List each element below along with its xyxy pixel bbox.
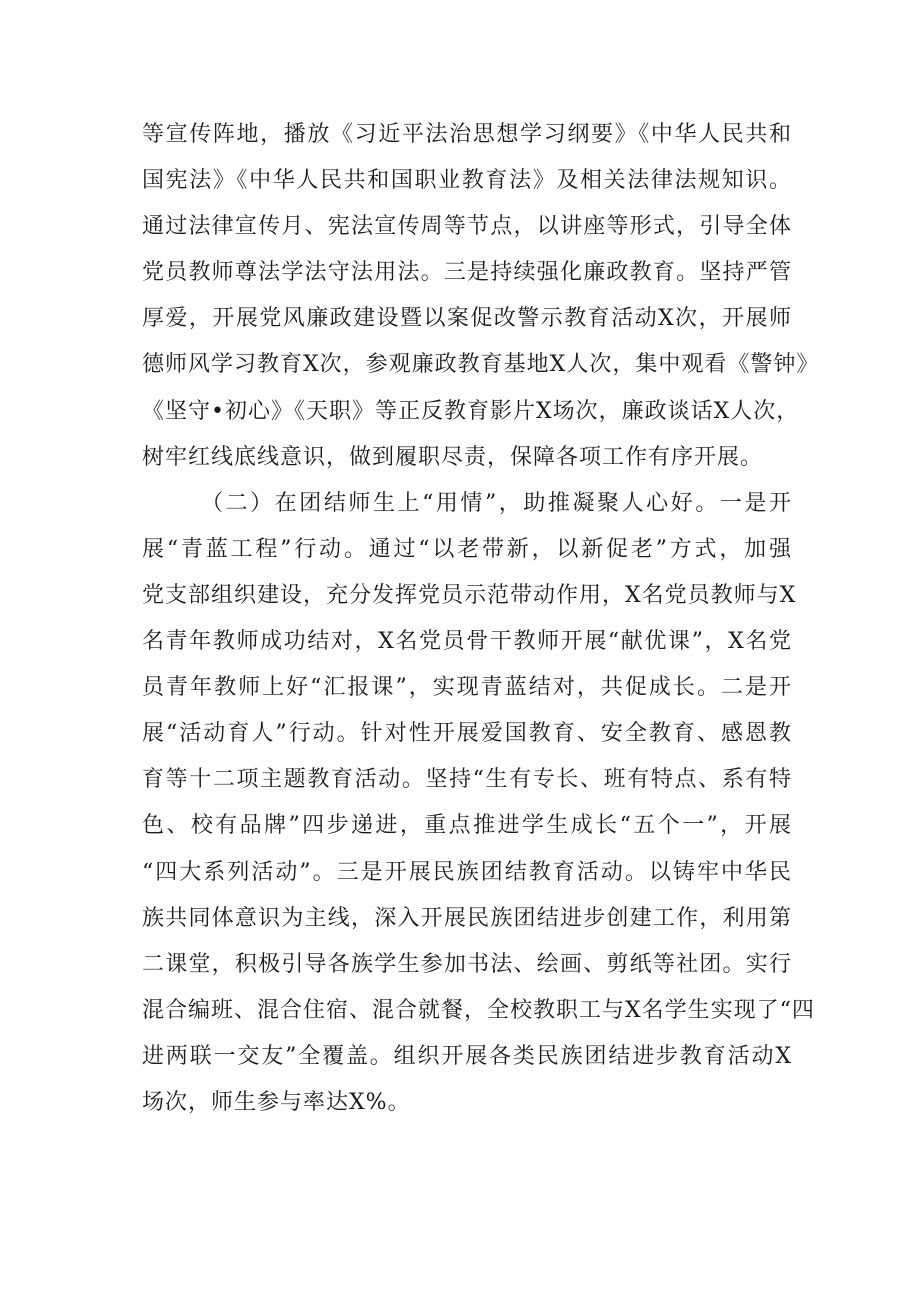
text-line: 族共同体意识为主线，深入开展民族团结进步创建工作，利用第 xyxy=(142,905,792,931)
body-text xyxy=(142,112,820,1126)
text-line: 党员教师尊法学法守法用法。三是持续强化廉政教育。坚持严管 xyxy=(142,260,792,286)
text-line: 厚爱，开展党风廉政建设暨以案促改警示教育活动X次，开展师 xyxy=(142,306,792,332)
text-line: 育等十二项主题教育活动。坚持“生有专长、班有特点、系有特 xyxy=(142,767,792,793)
text-line: 德师风学习教育X次，参观廉政教育基地X人次，集中观看《警钟》 xyxy=(142,352,820,378)
text-line: 名青年教师成功结对，X名党员骨干教师开展“献优课”，X名党 xyxy=(142,629,792,655)
text-line: 通过法律宣传月、宪法宣传周等节点，以讲座等形式，引导全体 xyxy=(142,214,792,240)
text-line: 员青年教师上好“汇报课”，实现青蓝结对，共促成长。二是开 xyxy=(142,675,792,701)
text-line: 《坚守•初心》《天职》等正反教育影片X场次，廉政谈话X人次， xyxy=(142,398,800,424)
text-line: 展“活动育人”行动。针对性开展爱国教育、安全教育、感恩教 xyxy=(142,721,792,747)
text-line: “四大系列活动”。三是开展民族团结教育活动。以铸牢中华民 xyxy=(142,859,792,885)
text-line: 场次，师生参与率达X%。 xyxy=(142,1089,411,1115)
text-line: 等宣传阵地，播放《习近平法治思想学习纲要》《中华人民共和 xyxy=(142,122,792,147)
text-line: 色、校有品牌”四步递进，重点推进学生成长“五个一”，开展 xyxy=(142,813,792,839)
section-heading-line: （二）在团结师生上“用情”，助推凝聚人心好。一是开 xyxy=(201,490,792,516)
text-line: 混合编班、混合住宿、混合就餐，全校教职工与X名学生实现了“四 xyxy=(142,997,815,1023)
text-line: 展“青蓝工程”行动。通过“以老带新，以新促老”方式，加强 xyxy=(142,536,792,562)
text-line: 进两联一交友”全覆盖。组织开展各类民族团结进步教育活动X xyxy=(142,1043,792,1069)
text-line: 党支部组织建设，充分发挥党员示范带动作用，X名党员教师与X xyxy=(142,582,797,608)
text-line: 树牢红线底线意识，做到履职尽责，保障各项工作有序开展。 xyxy=(142,444,764,470)
text-line: 二课堂，积极引导各族学生参加书法、绘画、剪纸等社团。实行 xyxy=(142,951,792,977)
text-line: 国宪法》《中华人民共和国职业教育法》及相关法律法规知识。 xyxy=(142,168,792,194)
